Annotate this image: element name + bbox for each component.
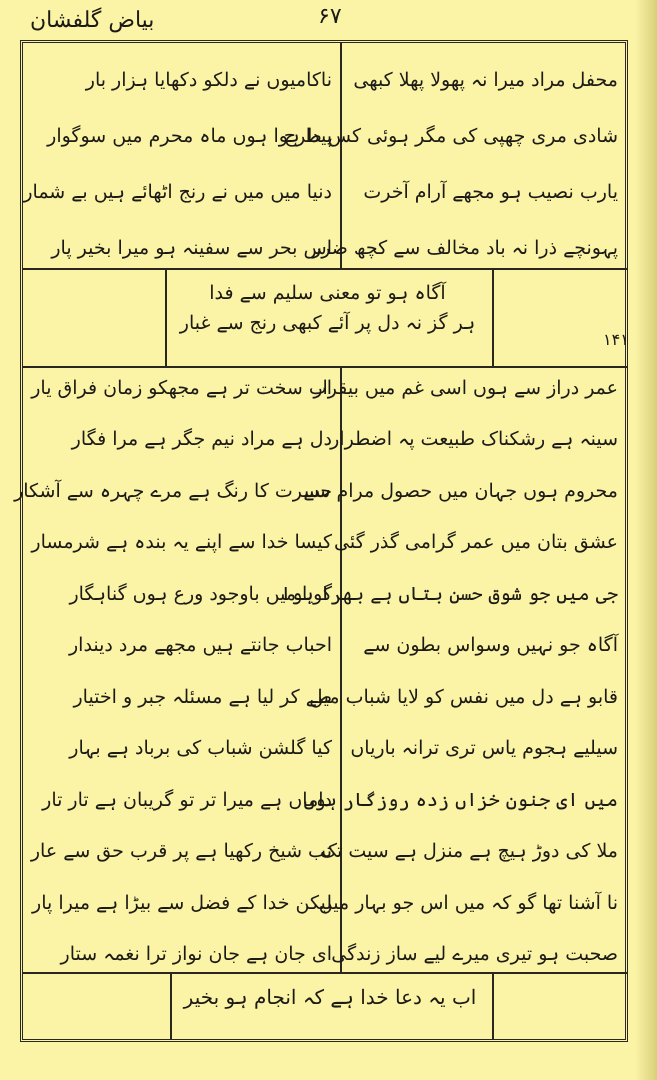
divider-top-block — [22, 268, 627, 270]
top-right-verses — [283, 69, 618, 260]
verse-line: کیسا خدا سے اپنے یہ بندہ ہے شرمسار — [31, 531, 332, 554]
verse-line: احباب جانتے ہیں مجھے مرد دیندار — [68, 634, 332, 657]
verse-line: لیکن خدا کے فضل سے بیڑا ہے میرا پار — [32, 891, 332, 914]
page-header-title: بیاض گلفشان — [30, 8, 155, 33]
verse-line: محفل مراد میرا نہ پھولا پھلا کبھی — [353, 69, 618, 91]
verse-line: گویا میں باوجود ورع ہوں گناہگار — [69, 582, 332, 605]
verse-line: داماں ہے میرا تر تو گریبان ہے تار تار — [42, 788, 332, 811]
footer-box-right — [492, 972, 494, 1040]
closing-verse: اب یہ دعا خدا ہے کہ انجام ہو بخیر — [183, 985, 477, 1009]
verse-line: جی میں جو شوق حسن بتاں ہے بھرا ہوا — [280, 582, 618, 605]
bottom-right-verses — [280, 377, 618, 966]
verse-line: پیدا ہوا ہوں ماہ محرم میں سوگوار — [47, 125, 332, 148]
page-edge-shadow — [635, 0, 657, 1080]
verse-line: میں ای جنون خزاں زدہ روزگار ہوں — [303, 788, 618, 811]
verse-line: کیا گلشن شباب کی برباد ہے بہار — [69, 737, 332, 760]
verse-line: قابو ہے دل میں نفس کو لایا شباب میں — [309, 685, 618, 708]
divider-footer — [22, 972, 627, 974]
verse-line: محروم ہوں جہان میں حصول مرام سے — [303, 479, 618, 502]
verse-line: ای جان ہے جان نواز ترا نغمہ ستار — [60, 943, 332, 966]
verse-line: عمر دراز سے ہوں اسی غم میں بیقرار — [313, 377, 618, 399]
verse-line: حسرت کا رنگ ہے مرے چہرہ سے آشکار — [14, 479, 332, 502]
verse-line: ہر گز نہ دل پر آئے کبھی رنج سے غبار — [179, 312, 476, 335]
verse-number: ۱۴۱ — [603, 330, 629, 349]
verse-line: اب سخت تر ہے مجھکو زمان فراق یار — [31, 377, 332, 399]
verse-line: عشق بتان میں عمر گرامی گذر گئی — [334, 531, 618, 554]
footer-box-left — [170, 972, 172, 1040]
verse-line: اس بحر سے سفینہ ہو میرا بخیر پار — [51, 237, 332, 260]
verse-line: آگاہ جو نہیں وسواس بطون سے — [363, 634, 618, 657]
verse-line: پہونچے ذرا نہ باد مخالف سے کچھ ضرر — [312, 237, 618, 260]
verse-line: دنیا میں میں نے رنج اٹھائے ہیں بے شمار — [23, 181, 332, 204]
verse-line: آگاہ ہو تو معنی سلیم سے فدا — [209, 282, 446, 304]
verse-line: ملا کی دوڑ ہیچ ہے منزل ہے سیت تک — [320, 840, 618, 863]
page-number: ۶۷ — [318, 4, 342, 29]
verse-line: یارب نصیب ہو مجھے آرام آخرت — [363, 181, 618, 204]
verse-line: سینہ ہے رشکناک طبیعت پہ اضطرار — [330, 428, 618, 451]
column-divider-top — [340, 42, 342, 268]
verse-line: نا آشنا تھا گو کہ میں اس جو بہار میں — [318, 891, 618, 914]
bottom-left-verses — [14, 377, 332, 966]
center-box-right — [492, 268, 494, 366]
verse-line: ناکامیوں نے دلکو دکھایا ہزار بار — [85, 69, 332, 91]
verse-line: شادی مری چھپی کی مگر ہوئی کس طرح — [283, 125, 618, 148]
verse-line: دل ہے مراد نیم جگر ہے مرا فگار — [71, 428, 332, 451]
verse-line: سیلیے ہجوم یاس تری ترانہ باریاں — [350, 737, 618, 760]
column-divider-bottom — [340, 366, 342, 972]
center-couplet — [165, 278, 490, 339]
verse-line: تب شیخ رکھیا ہے پر قرب حق سے عار — [30, 840, 332, 863]
verse-line: صحبت ہو تیری میرے لیے ساز زندگی — [331, 943, 618, 966]
top-left-verses — [23, 69, 332, 260]
verse-line: طے کر لیا ہے مسئلہ جبر و اختیار — [73, 685, 332, 708]
divider-center-block — [22, 366, 627, 368]
